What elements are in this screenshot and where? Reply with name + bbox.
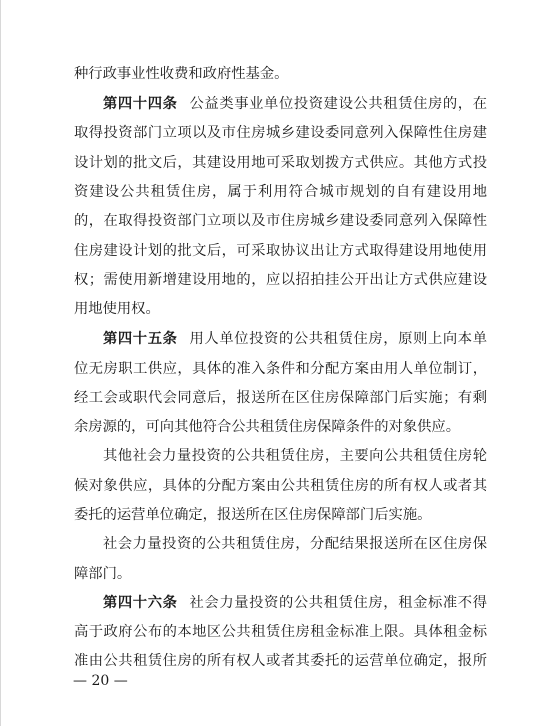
text-line: 种行政事业性收费和政府性基金。 <box>74 66 289 82</box>
text-line: 高于政府公布的本地区公共租赁住房租金标准上限。具体租金标 <box>74 624 487 640</box>
text-line: 资建设公共租赁住房，属于利用符合城市规划的自有建设用地 <box>74 184 487 200</box>
article-heading: 第四十四条 <box>103 96 178 112</box>
article-heading: 第四十六条 <box>103 595 178 611</box>
text-line: 的，在取得投资部门立项以及市住房城乡建设委同意列入保障性 <box>74 213 487 229</box>
text-line: 住房建设计划的批文后，可采取协议出让方式取得建设用地使用 <box>74 243 487 259</box>
text-line: 取得投资部门立项以及市住房城乡建设委同意列入保障性住房建 <box>74 125 487 141</box>
article-45-first-line <box>103 329 487 349</box>
text-line: 候对象供应，具体的分配方案由公共租赁住房的所有权人或者其 <box>74 478 487 494</box>
text-line: 设计划的批文后，其建设用地可采取划拨方式供应。其他方式投 <box>74 155 487 171</box>
text-run: 公益类事业单位投资建设公共租赁住房的，在 <box>189 96 488 112</box>
text-line: 经工会或职代会同意后，报送所在区住房保障部门后实施；有剩 <box>74 390 487 406</box>
text-run: 社会力量投资的公共租赁住房，租金标准不得 <box>189 595 488 611</box>
text-line: 社会力量投资的公共租赁住房，分配结果报送所在区住房保 <box>103 536 487 552</box>
text-line: 准由公共租赁住房的所有权人或者其委托的运营单位确定，报所 <box>74 653 487 669</box>
article-46-first-line <box>103 593 487 613</box>
text-line: 权；需使用新增建设用地的，应以招拍挂公开出让方式供应建设 <box>74 272 487 288</box>
text-line: 障部门。 <box>74 566 132 582</box>
text-line: 用地使用权。 <box>74 301 160 317</box>
text-line: 余房源的，可向其他符合公共租赁住房保障条件的对象供应。 <box>74 419 461 435</box>
text-line: 位无房职工供应，具体的准入条件和分配方案由用人单位制订， <box>74 361 487 377</box>
article-44-first-line <box>103 94 487 114</box>
page-number: — 20 — <box>73 673 128 689</box>
text-line: 委托的运营单位确定，报送所在区住房保障部门后实施。 <box>74 507 432 523</box>
text-run: 用人单位投资的公共租赁住房，原则上向本单 <box>189 331 488 347</box>
text-line: 其他社会力量投资的公共租赁住房，主要向公共租赁住房轮 <box>103 448 487 464</box>
article-heading: 第四十五条 <box>103 331 178 347</box>
